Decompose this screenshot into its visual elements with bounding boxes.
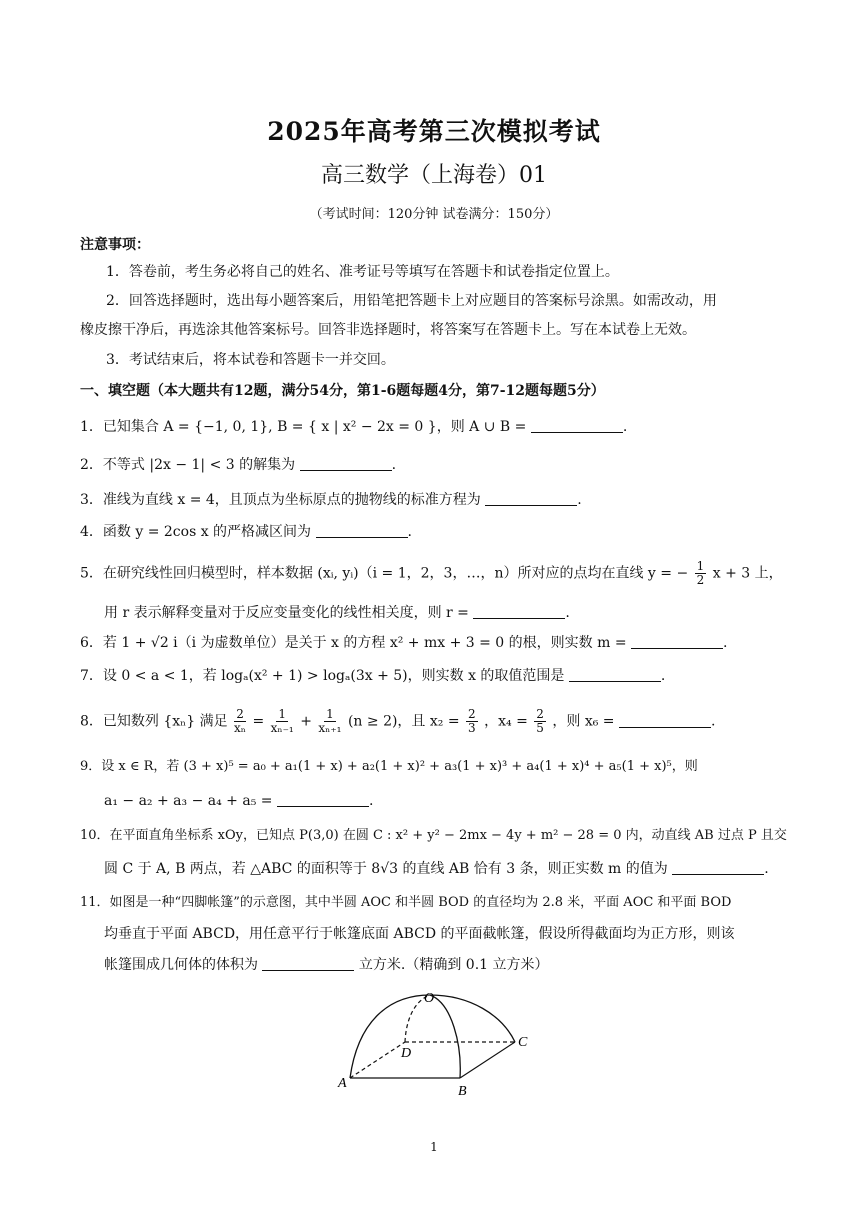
question-6 — [80, 633, 727, 653]
period: . — [622, 419, 628, 435]
page-number: 1 — [430, 1140, 438, 1154]
fraction-denominator: 5 — [536, 721, 544, 735]
question-10-text: 10．在平面直角坐标系 xOy，已知点 P(3,0) 在圆 C : x² + y² − 2mx − 4y + m² − 28 = 0 内，动直线 AB 过点 P 且交 — [80, 828, 787, 843]
question-9a — [80, 757, 698, 777]
fraction-denominator: xₙ — [234, 721, 246, 735]
period: . — [723, 635, 728, 651]
answer-blank[interactable] — [569, 667, 661, 682]
page-title: 2025年高考第三次模拟考试 — [267, 117, 601, 146]
period: . — [577, 492, 582, 508]
answer-blank[interactable] — [300, 456, 392, 471]
question-10b — [104, 859, 769, 879]
question-8-mid: (n ≥ 2)，且 x₂ = — [347, 713, 460, 730]
question-3-text: 3．准线为直线 x = 4，且顶点为坐标原点的抛物线的标准方程为 — [80, 492, 481, 508]
question-11c — [104, 955, 549, 975]
question-11b-text: 均垂直于平面 ABCD，用任意平行于帐篷底面 ABCD 的平面截帐篷，假设所得截面均为正方形，则该 — [104, 926, 735, 942]
question-8-tail: ，则 x₆ = — [552, 713, 615, 730]
answer-blank[interactable] — [631, 634, 723, 649]
fraction — [234, 708, 246, 735]
question-9b — [104, 791, 373, 811]
question-9-text: 9．设 x ∈ R，若 (3 + x)⁵ = a₀ + a₁(1 + x) + a₂(1 + x)² + a₃(1 + x)³ + a₄(1 + x)⁴ + a₅(1 + x)⁵，则 — [80, 759, 698, 774]
label-o: O — [424, 991, 435, 1006]
fraction-denominator: 2 — [696, 573, 705, 587]
edge-bc — [460, 1042, 515, 1078]
notice-item-2b: 橡皮擦干净后，再选涂其他答案标号。回答非选择题时，将答案写在答题卡上。写在本试卷上无效。 — [80, 322, 696, 338]
label-d: D — [401, 1046, 412, 1061]
arc-aoc — [350, 995, 515, 1078]
fraction-denominator: xₙ₊₁ — [318, 721, 342, 735]
period: . — [391, 457, 397, 473]
period: . — [407, 524, 412, 540]
equals-sign: = — [252, 713, 265, 730]
question-7-text: 7．设 0 < a < 1，若 logₐ(x² + 1) > logₐ(3x + 5)，则实数 x 的取值范围是 — [80, 668, 565, 684]
question-10a — [80, 826, 787, 846]
question-11b — [104, 924, 735, 944]
notice-heading: 注意事项： — [80, 237, 150, 253]
section-heading: 一、填空题（本大题共有12题，满分54分，第1-6题每题4分，第7-12题每题5分） — [80, 383, 605, 399]
fraction — [534, 708, 546, 735]
fraction-denominator: xₙ₋₁ — [270, 721, 294, 735]
fraction-numerator: 1 — [278, 707, 287, 721]
period: . — [660, 668, 666, 684]
question-2-text: 2．不等式 |2x − 1| < 3 的解集为 — [80, 457, 296, 473]
question-5b — [104, 603, 570, 623]
answer-blank[interactable] — [473, 604, 565, 619]
question-8-lead: 8．已知数列 {xₙ} 满足 — [80, 713, 228, 730]
tent-figure — [330, 985, 540, 1100]
question-9b-text: a₁ − a₂ + a₃ − a₄ + a₅ = — [104, 793, 273, 809]
notice-item-2a: 2．回答选择题时，选出每小题答案后，用铅笔把答题卡上对应题目的答案标号涂黑。如需改动，用 — [106, 293, 717, 309]
label-b: B — [458, 1084, 467, 1099]
question-5a — [80, 560, 783, 587]
question-11a — [80, 893, 731, 913]
question-6-text: 6．若 1 + √2 i（i 为虚数单位）是关于 x 的方程 x² + mx + 3 = 0 的根，则实数 m = — [80, 635, 627, 651]
notice-item-1: 1．答卷前，考生务必将自己的姓名、准考证号等填写在答题卡和试卷指定位置上。 — [106, 264, 619, 280]
period: . — [368, 793, 374, 809]
question-2 — [80, 455, 396, 475]
label-c: C — [518, 1035, 528, 1050]
question-5-text: 5．在研究线性回归模型时，样本数据 (xᵢ, yᵢ)（i = 1，2，3，…，n）所对应的点均在直线 y = − — [80, 565, 689, 582]
fraction — [466, 708, 478, 735]
question-8 — [80, 708, 715, 735]
question-5-tail: x + 3 上， — [712, 565, 783, 582]
fraction — [695, 560, 707, 587]
answer-blank[interactable] — [672, 860, 764, 875]
answer-blank[interactable] — [619, 713, 711, 728]
question-11-text: 11．如图是一种“四脚帐篷”的示意图，其中半圆 AOC 和半圆 BOD 的直径均为 2.8 米，平面 AOC 和平面 BOD — [80, 895, 732, 910]
answer-blank[interactable] — [485, 491, 577, 506]
answer-blank[interactable] — [531, 418, 623, 433]
fraction-numerator: 2 — [236, 707, 244, 721]
edge-ad — [350, 1042, 405, 1078]
question-1-text: 1．已知集合 A = {−1, 0, 1}, B = { x | x² − 2x = 0 }，则 A ∪ B = — [80, 419, 527, 435]
answer-blank[interactable] — [277, 792, 369, 807]
label-a: A — [338, 1076, 347, 1091]
question-10b-text: 圆 C 于 A, B 两点，若 △ABC 的面积等于 8√3 的直线 AB 恰有 3 条，则正实数 m 的值为 — [104, 861, 668, 877]
question-3 — [80, 490, 582, 510]
answer-blank[interactable] — [316, 523, 408, 538]
question-4 — [80, 522, 412, 542]
question-5b-text: 用 r 表示解释变量对于反应变量变化的线性相关度，则 r = — [104, 605, 469, 621]
answer-blank[interactable] — [262, 956, 354, 971]
question-7 — [80, 666, 665, 686]
fraction — [271, 708, 294, 735]
arc-ob — [430, 995, 460, 1078]
notice-item-3: 3．考试结束后，将本试卷和答题卡一并交回。 — [106, 352, 395, 368]
page-subtitle: 高三数学（上海卷）01 — [321, 163, 547, 188]
question-4-text: 4．函数 y = 2cos x 的严格减区间为 — [80, 524, 312, 540]
fraction-numerator: 1 — [696, 559, 705, 573]
fraction-numerator: 1 — [326, 707, 334, 721]
question-8-mid2: ，x₄ = — [484, 713, 528, 730]
period: . — [710, 713, 716, 730]
question-11c-pre: 帐篷围成几何体的体积为 — [104, 957, 258, 973]
period: . — [764, 861, 769, 877]
fraction-denominator: 3 — [468, 721, 476, 735]
plus-sign: + — [300, 713, 312, 730]
question-11c-post: 立方米.（精确到 0.1 立方米） — [358, 957, 549, 973]
period: . — [565, 605, 570, 621]
fraction — [318, 708, 341, 735]
question-1 — [80, 417, 627, 437]
fraction-numerator: 2 — [536, 707, 544, 721]
fraction-numerator: 2 — [468, 707, 476, 721]
exam-info: （考试时间：120分钟 试卷满分：150分） — [309, 207, 559, 222]
